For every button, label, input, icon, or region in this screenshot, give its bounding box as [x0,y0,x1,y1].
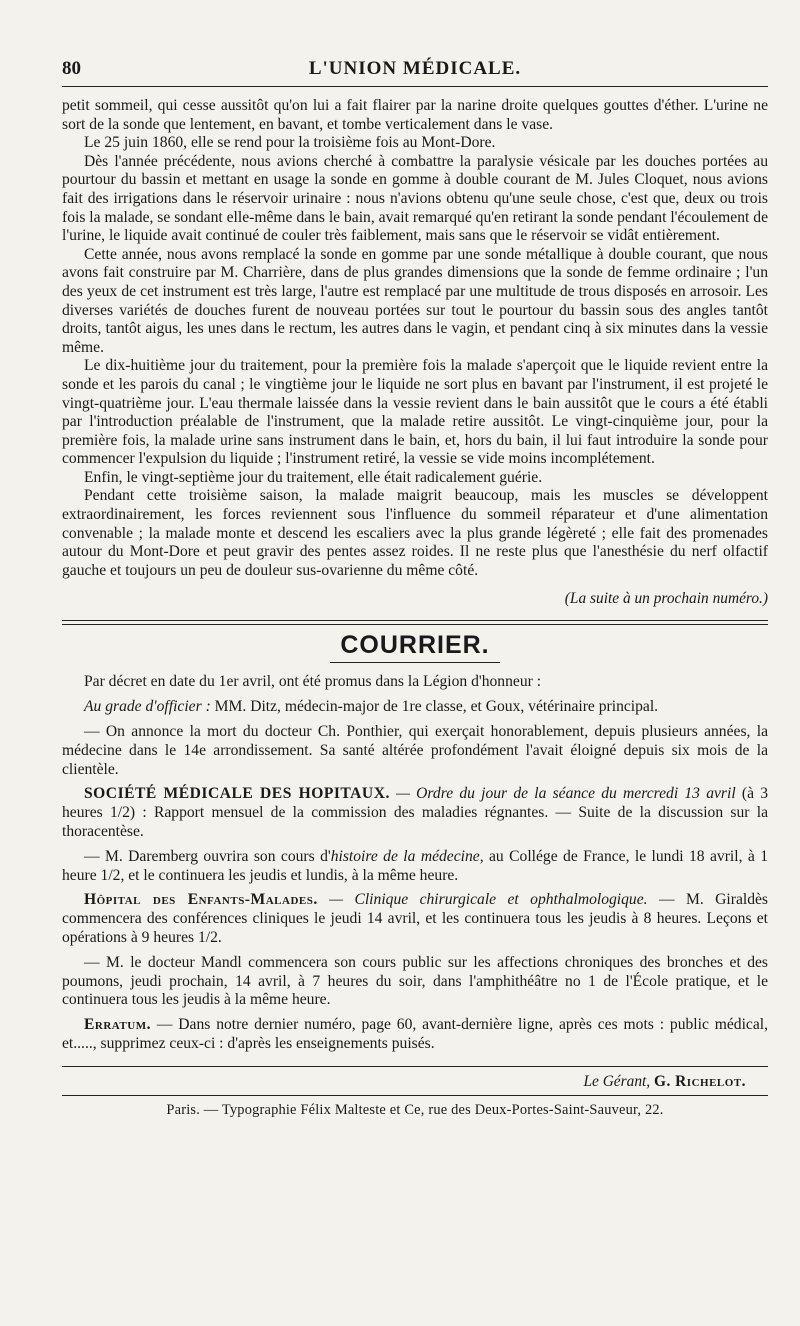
erratum-text: — Dans notre dernier numéro, page 60, avant-dernière ligne, après ces mots : public médical, et....., supprimez ceux-ci : d'après les enseignements puisés. [62,1016,768,1052]
footer-divider-bottom [62,1095,768,1096]
article-paragraph: Pendant cette troisième saison, la malade maigrit beaucoup, mais les muscles se développent extraordinairement, les forces reviennent sous l'influence du sommeil réparateur et d'une alimentation convenable ; la malade monte et descend les escaliers avec la plus grande légèreté ; elle fait des promenades autour du Mont-Dore et peut gravir des pentes assez roides. Il ne reste plus que l'anesthésie du nerf olfactif gauche et toujours un peu de douleur sus-ovarienne du même côté. [62,487,768,579]
page-number: 80 [62,58,81,79]
decree-grade [62,698,768,717]
gerant-signature: Le Gérant, G. Richelot. [583,1072,746,1090]
printer-imprint: Paris. — Typographie Félix Malteste et Ce, rue des Deux-Portes-Saint-Sauveur, 22. [166,1101,664,1118]
societe-details: (à 3 heures 1/2) : Rapport mensuel de la commission des maladies régnantes. — Suite de la discussion sur la thoracentèse. [62,785,768,841]
societe-notice [62,785,768,841]
hopital-notice [62,891,768,947]
section-title: COURRIER. [340,631,490,660]
article-paragraph: Le 25 juin 1860, elle se rend pour la troisième fois au Mont-Dore. [84,134,496,152]
title-underline [330,662,500,663]
hopital-label: Hôpital des Enfants-Malades. [84,891,318,909]
courrier-section [62,673,768,1053]
societe-agenda: — Ordre du jour de la séance du mercredi 13 avril [396,785,736,803]
decree-intro: Par décret en date du 1er avril, ont été promus dans la Légion d'honneur : [84,673,542,691]
article-paragraph: petit sommeil, qui cesse aussitôt qu'on lui a fait flairer par la narine droite quelques gouttes d'éther. L'urine ne sort de la sonde que lentement, en bavant, et tombe verticalement dans le vase. [62,97,768,133]
daremberg-notice: — M. Daremberg ouvrira son cours d'histoire de la médecine, au Collége de France, le lundi 18 avril, à 1 heure 1/2, et le continuera les jeudis et lundis, à la même heure. [62,847,768,884]
mandl-notice: — M. le docteur Mandl commencera son cours public sur les affections chroniques des bronches et des poumons, jeudi prochain, 14 avril, à 7 heures du soir, dans l'amphithéâtre no 1 de l'École pratique, et le continuera tous les jeudis à la même heure. [62,953,768,1009]
societe-label: SOCIÉTÉ MÉDICALE DES HOPITAUX. [84,785,390,803]
ponthier-notice: — On annonce la mort du docteur Ch. Ponthier, qui exerçait honorablement, depuis plusieurs années, la médecine dans le 14e arrondissement. Sa santé altérée profondément l'avait éloigné depuis six mois de la clientèle. [62,723,768,778]
running-title: L'UNION MÉDICALE. [308,58,522,79]
article-paragraph: Le dix-huitième jour du traitement, pour la première fois la malade s'aperçoit que le liquide revient entre la sonde et les parois du canal ; le vingtième jour le liquide ne sort plus en bavant par l'instrument, il est projeté le vingt-quatrième jour. L'eau thermale laissée dans la vessie revient dans le bain aussitôt que le cours a été établi par l'introduction préalable de l'instrument, que la malade retire aussitôt. Le vingt-cinquième jour, pour la première fois, la malade urine sans instrument dans le bain, et, hors du bain, il lui faut introduire la sonde pour commencer l'expulsion du liquide ; l'instrument retiré, la vessie se vide moins incomplétement. [62,357,768,468]
page-header [62,56,768,87]
grade-label: Au grade d'officier : [84,698,211,716]
continuation-note: (La suite à un prochain numéro.) [564,590,768,608]
hopital-details: — M. Giraldès commencera des conférences cliniques le jeudi 14 avril, et les continuera tous les jeudis à 8 heures. Leçons et opérations à 9 heures 1/2. [62,891,769,946]
section-divider [62,620,768,625]
article-body [62,97,768,580]
erratum-label: Erratum. [84,1016,151,1034]
article-paragraph: Dès l'année précédente, nous avions cherché à combattre la paralysie vésicale par les douches portées au pourtour du bassin et mettant en usage la sonde en gomme à double courant de M. Jules Cloquet, nous avions fait des irrigations dans le réservoir urinaire : nous n'avions obtenu qu'une seule chose, c'est que, deux ou trois fois la malade, se sondant elle-même dans le bain, avait remarqué qu'en retirant la sonde pendant l'écoulement de l'urine, le liquide avait continué de couler très faiblement, mais sans que le réservoir se vidât entièrement. [62,152,768,245]
article-paragraph: Cette année, nous avons remplacé la sonde en gomme par une sonde métallique à double courant, que nous avons fait construire par M. Charrière, dans de plus grandes dimensions que la sonde de femme ordinaire ; l'un des yeux de cet instrument est très large, l'autre est remplacé par une multitude de trous disposés en arrosoir. Les diverses variétés de douches furent de nouveau portées sur tout le pourtour du bassin sous des angles tantôt droits, tantôt aigus, les unes dans le rectum, les autres dans le vagin, et pendant cinq à six minutes dans la vessie même. [62,245,768,356]
article-paragraph: Enfin, le vingt-septième jour du traitement, elle était radicalement guérie. [84,468,543,486]
footer-divider [62,1066,768,1067]
erratum-notice [62,1016,768,1054]
grade-text: MM. Ditz, médecin-major de 1re classe, et Goux, vétérinaire principal. [214,698,659,716]
hopital-clinic: — Clinique chirurgicale et ophthalmologique. [329,891,648,909]
